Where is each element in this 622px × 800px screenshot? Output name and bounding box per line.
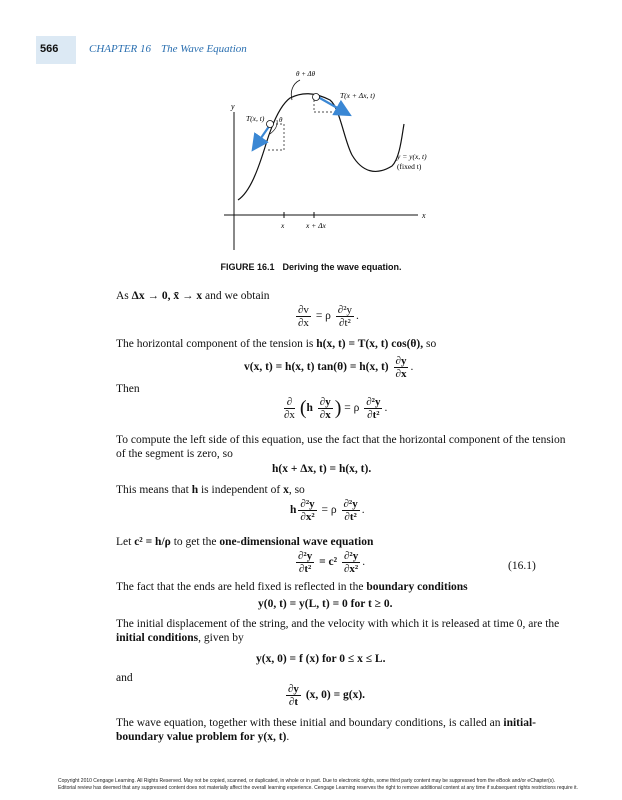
chapter-title: The Wave Equation	[161, 43, 247, 55]
equation-3: $\frac{\partial}{\partial x}$ (h $\frac{\partial y}{\partial x}$ ) = ρ $\frac{\text{∂²y}}{\text{∂t²}}$ .	[284, 396, 388, 421]
paragraph-then: Then	[116, 383, 140, 395]
label-x-axis: x	[422, 211, 426, 220]
label-fixed-t: (fixed t)	[397, 162, 422, 171]
equation-2: v(x, t) = h(x, t) tan(θ) = h(x, t) $\frac{\partial y}{\partial x}$ .	[244, 355, 414, 380]
paragraph-4: This means that h is independent of x, so	[116, 484, 305, 496]
figure-caption	[0, 262, 622, 273]
copyright-line-2: Editorial review has deemed that any suppressed content does not materially affect the overall learning experience. Cengage Learning reserves the right to remove additional content at any time if subsequent rights restrictions require it.	[58, 785, 578, 791]
paragraph-8-line-2: boundary value problem for y(x, t).	[116, 731, 290, 743]
point-right	[313, 94, 320, 101]
chapter-label: CHAPTER 16	[89, 43, 152, 55]
equation-9: $\frac{\partial y}{\partial t}$ (x, 0) = g(x).	[288, 683, 366, 708]
equation-number: (16.1)	[508, 560, 536, 572]
label-tick-x-dx: x + Δx	[306, 221, 326, 230]
figure-caption-text: Deriving the wave equation.	[282, 262, 402, 272]
string-curve	[238, 94, 404, 200]
paragraph-7-line-1: The initial displacement of the string, and the velocity with which it is released at time 0, are the	[116, 618, 560, 630]
paragraph-8-line-1: The wave equation, together with these initial and boundary conditions, is called an initial-	[116, 717, 536, 729]
paragraph-1: As Δx → 0, x̄ → x and we obtain	[116, 290, 270, 302]
paragraph-3-line-1: To compute the left side of this equation, use the fact that the horizontal component of the tension	[116, 434, 566, 446]
equation-5: h $\frac{\text{∂²y}}{\text{∂x²}}$ = ρ $\frac{\text{∂²y}}{\text{∂t²}}$ .	[290, 498, 365, 523]
figure-wave-string	[0, 60, 622, 260]
tension-left-arrow	[254, 125, 270, 148]
equation-7: y(0, t) = y(L, t) = 0 for t ≥ 0.	[258, 598, 393, 610]
paragraph-2: The horizontal component of the tension is h(x, t) = T(x, t) cos(θ), so	[116, 338, 437, 350]
equation-4: h(x + Δx, t) = h(x, t).	[272, 463, 372, 475]
label-tension-right: T(x + Δx, t)	[340, 91, 375, 100]
label-tick-x: x	[281, 221, 285, 230]
label-theta-delta: θ + Δθ	[296, 70, 316, 78]
equation-8: y(x, 0) = f (x) for 0 ≤ x ≤ L.	[256, 653, 386, 665]
label-y-axis: y	[231, 102, 235, 111]
label-tension-left: T(x, t)	[246, 114, 265, 123]
page-number: 566	[40, 43, 59, 55]
figure-label: FIGURE 16.1	[220, 262, 275, 272]
copyright-line-1: Copyright 2010 Cengage Learning. All Rights Reserved. May not be copied, scanned, or duplicated, in whole or in part. Due to electronic rights, some third party content may be suppressed from the eBook and/or eChapter(s).	[58, 778, 556, 784]
paragraph-5: Let c² = h/ρ to get the one-dimensional wave equation	[116, 536, 374, 548]
paragraph-6: The fact that the ends are held fixed is reflected in the boundary conditions	[116, 581, 468, 593]
paragraph-and: and	[116, 672, 133, 684]
running-head	[89, 43, 247, 55]
label-theta: θ	[279, 116, 283, 124]
equation-6: $\frac{\text{∂²y}}{\text{∂t²}}$ = c² $\frac{\text{∂²y}}{\text{∂x²}}$ .	[298, 550, 366, 575]
label-curve-eq: y = y(x, t)	[397, 152, 427, 161]
point-left	[267, 121, 274, 128]
equation-1: $\frac{\partial v}{\partial x}$ = ρ $\frac{\text{∂²y}}{\text{∂t²}}$ .	[298, 304, 359, 329]
paragraph-3-line-2: of the segment is zero, so	[116, 448, 233, 460]
dashed-box-left	[268, 124, 284, 150]
paragraph-7-line-2: initial conditions, given by	[116, 632, 244, 644]
